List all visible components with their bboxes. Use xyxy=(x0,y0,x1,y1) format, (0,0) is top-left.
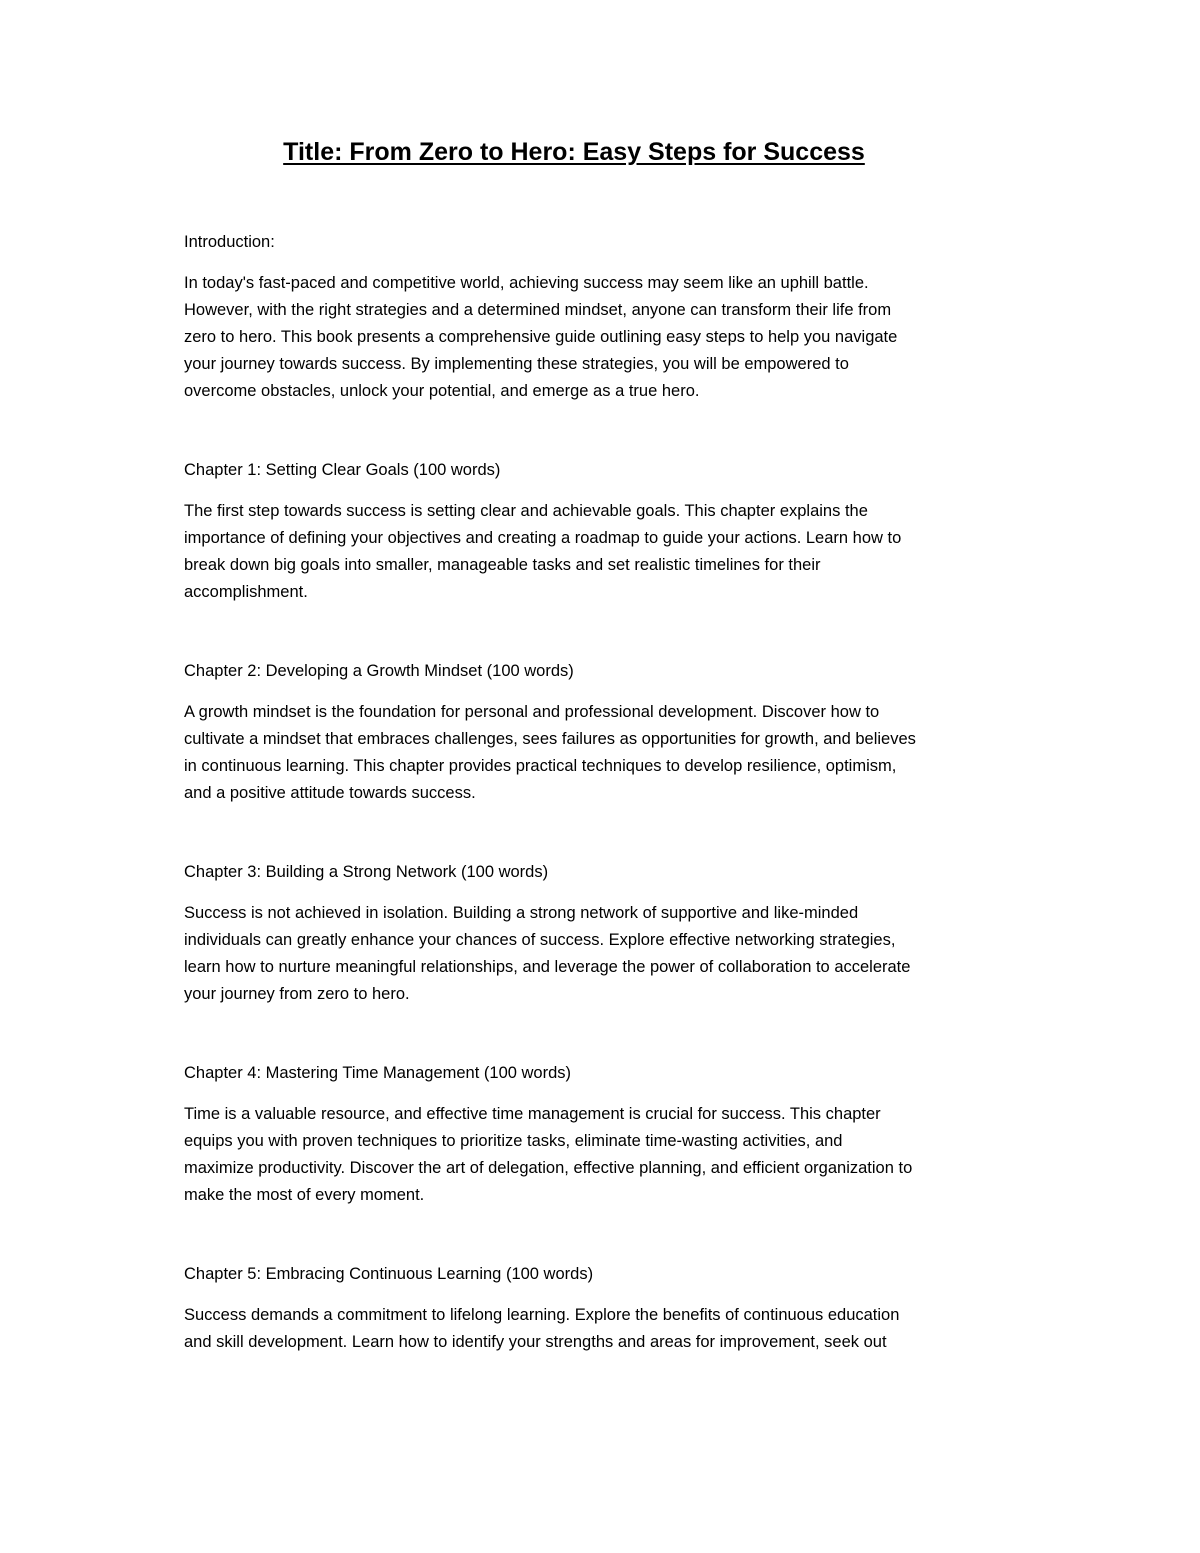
paragraph-line: However, with the right strategies and a determined mindset, anyone can transform their life from xyxy=(184,301,892,319)
section-heading: Chapter 1: Setting Clear Goals (100 words) xyxy=(184,461,501,479)
paragraph-line: accomplishment. xyxy=(184,583,308,601)
section-paragraph xyxy=(184,1302,1024,1356)
section-chapter-4 xyxy=(184,1060,1024,1209)
paragraph-line: maximize productivity. Discover the art of delegation, effective planning, and efficient organization to xyxy=(184,1159,913,1177)
paragraph-line: A growth mindset is the foundation for personal and professional development. Discover how to xyxy=(184,703,880,721)
paragraph-line: Success is not achieved in isolation. Building a strong network of supportive and like-minded xyxy=(184,904,859,922)
section-chapter-3 xyxy=(184,859,1024,1008)
document-title: Title: From Zero to Hero: Easy Steps for Success xyxy=(283,138,865,166)
section-chapter-1 xyxy=(184,457,1024,606)
paragraph-line: In today's fast-paced and competitive world, achieving success may seem like an uphill battle. xyxy=(184,274,869,292)
section-paragraph xyxy=(184,270,1024,405)
paragraph-line: make the most of every moment. xyxy=(184,1186,425,1204)
document-body xyxy=(184,229,1024,1356)
section-chapter-2 xyxy=(184,658,1024,807)
paragraph-line: in continuous learning. This chapter provides practical techniques to develop resilience, optimism, xyxy=(184,757,897,775)
paragraph-line: your journey from zero to hero. xyxy=(184,985,410,1003)
section-paragraph xyxy=(184,900,1024,1008)
section-heading: Chapter 3: Building a Strong Network (100 words) xyxy=(184,863,549,881)
section-paragraph xyxy=(184,1101,1024,1209)
section-paragraph xyxy=(184,498,1024,606)
paragraph-line: importance of defining your objectives and creating a roadmap to guide your actions. Learn how to xyxy=(184,529,902,547)
paragraph-line: equips you with proven techniques to prioritize tasks, eliminate time-wasting activities, and xyxy=(184,1132,843,1150)
paragraph-line: and skill development. Learn how to identify your strengths and areas for improvement, seek out xyxy=(184,1333,887,1351)
section-heading: Chapter 4: Mastering Time Management (100 words) xyxy=(184,1064,572,1082)
paragraph-line: individuals can greatly enhance your chances of success. Explore effective networking strategies, xyxy=(184,931,896,949)
paragraph-line: overcome obstacles, unlock your potential, and emerge as a true hero. xyxy=(184,382,700,400)
section-heading: Chapter 5: Embracing Continuous Learning (100 words) xyxy=(184,1265,594,1283)
section-paragraph xyxy=(184,699,1024,807)
paragraph-line: your journey towards success. By implementing these strategies, you will be empowered to xyxy=(184,355,849,373)
section-heading: Chapter 2: Developing a Growth Mindset (100 words) xyxy=(184,662,574,680)
section-introduction xyxy=(184,229,1024,405)
section-heading: Introduction: xyxy=(184,233,275,251)
paragraph-line: Success demands a commitment to lifelong learning. Explore the benefits of continuous education xyxy=(184,1306,900,1324)
paragraph-line: learn how to nurture meaningful relationships, and leverage the power of collaboration to accelerate xyxy=(184,958,911,976)
paragraph-line: Time is a valuable resource, and effective time management is crucial for success. This chapter xyxy=(184,1105,881,1123)
paragraph-line: cultivate a mindset that embraces challenges, sees failures as opportunities for growth, and believes xyxy=(184,730,916,748)
paragraph-line: zero to hero. This book presents a comprehensive guide outlining easy steps to help you navigate xyxy=(184,328,898,346)
section-chapter-5 xyxy=(184,1261,1024,1356)
paragraph-line: and a positive attitude towards success. xyxy=(184,784,476,802)
paragraph-line: The first step towards success is setting clear and achievable goals. This chapter explains the xyxy=(184,502,868,520)
paragraph-line: break down big goals into smaller, manageable tasks and set realistic timelines for their xyxy=(184,556,821,574)
